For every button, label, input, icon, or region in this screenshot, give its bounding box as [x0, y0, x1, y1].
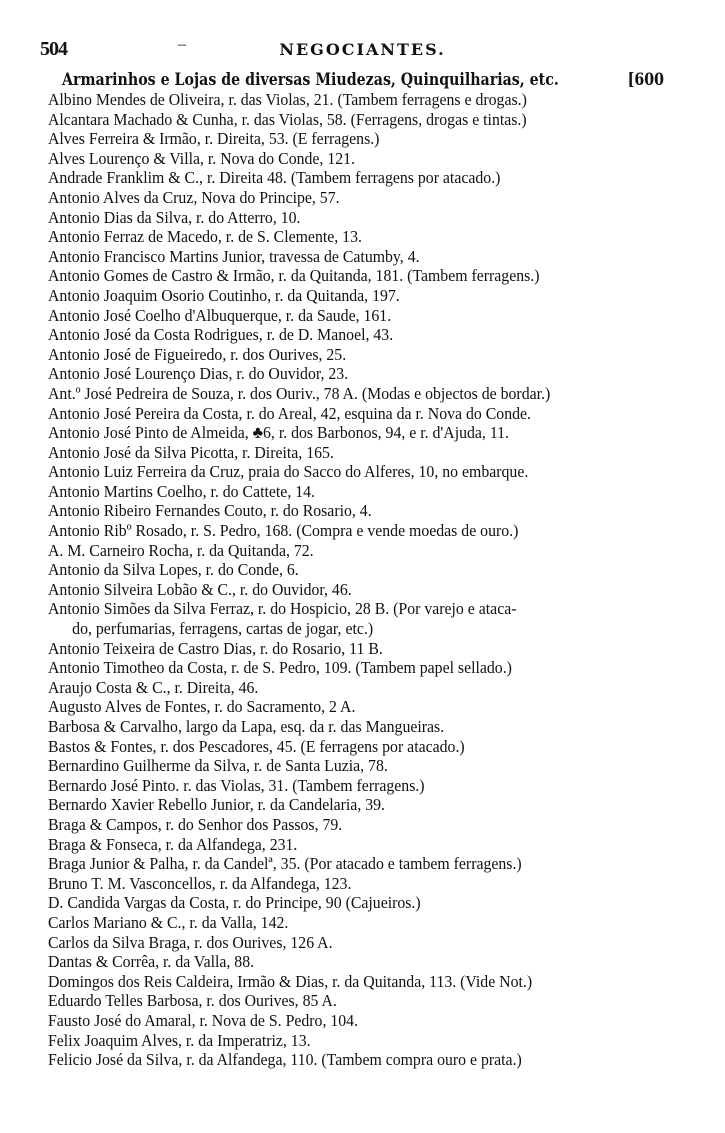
list-item: Bernardo José Pinto. r. das Violas, 31. (Tambem ferragens.) — [48, 775, 425, 795]
list-item: Ant.º José Pedreira de Souza, r. dos Ouriv., 78 A. (Modas e objectos de bordar.) — [48, 383, 551, 403]
list-item: Araujo Costa & C., r. Direita, 46. — [48, 677, 259, 697]
page-number: 504 — [40, 38, 67, 60]
list-item: Antonio José Pinto de Almeida, ♣6, r. dos Barbonos, 94, e r. d'Ajuda, 11. — [48, 423, 510, 443]
section-ref: [600 — [627, 70, 664, 89]
list-item: Antonio José da Silva Picotta, r. Direita, 165. — [48, 442, 334, 462]
list-item: Fausto José do Amaral, r. Nova de S. Pedro, 104. — [48, 1010, 359, 1030]
list-item: Braga & Fonseca, r. da Alfandega, 231. — [48, 834, 298, 854]
entry-list — [48, 90, 688, 1070]
list-item: do, perfumarias, ferragens, cartas de jogar, etc.) — [72, 619, 374, 639]
list-item: Braga Junior & Palha, r. da Candelª, 35. (Por atacado e tambem ferragens.) — [48, 854, 522, 874]
list-item: Carlos Mariano & C., r. da Valla, 142. — [48, 912, 289, 932]
list-item: Bruno T. M. Vasconcellos, r. da Alfandega, 123. — [48, 873, 352, 893]
list-item: Antonio Francisco Martins Junior, travessa de Catumby, 4. — [48, 246, 420, 266]
header-dash: – — [178, 36, 186, 53]
list-item: Bernardo Xavier Rebello Junior, r. da Candelaria, 39. — [48, 795, 385, 815]
list-item: Braga & Campos, r. do Senhor dos Passos, 79. — [48, 814, 343, 834]
list-item: Antonio Silveira Lobão & C., r. do Ouvidor, 46. — [48, 579, 352, 599]
list-item: Antonio Luiz Ferreira da Cruz, praia do Sacco do Alferes, 10, no embarque. — [48, 462, 529, 482]
list-item: Felix Joaquim Alves, r. da Imperatriz, 13. — [48, 1030, 311, 1050]
list-item: Carlos da Silva Braga, r. dos Ourives, 126 A. — [48, 932, 333, 952]
list-item: Antonio da Silva Lopes, r. do Conde, 6. — [48, 560, 299, 580]
list-item: Antonio José Pereira da Costa, r. do Areal, 42, esquina da r. Nova do Conde. — [48, 403, 532, 423]
section-heading — [62, 70, 664, 89]
list-item: D. Candida Vargas da Costa, r. do Principe, 90 (Cajueiros.) — [48, 893, 421, 913]
list-item: Antonio Ribº Rosado, r. S. Pedro, 168. (Compra e vende moedas de ouro.) — [48, 521, 519, 541]
list-item: Antonio José Coelho d'Albuquerque, r. da Saude, 161. — [48, 305, 392, 325]
list-item: Felicio José da Silva, r. da Alfandega, 110. (Tambem compra ouro e prata.) — [48, 1050, 522, 1070]
list-item: Dantas & Corrêa, r. da Valla, 88. — [48, 952, 255, 972]
list-item: Antonio Ferraz de Macedo, r. de S. Clemente, 13. — [48, 227, 362, 247]
list-item: Antonio José de Figueiredo, r. dos Ourives, 25. — [48, 344, 347, 364]
list-item: Antonio Teixeira de Castro Dias, r. do Rosario, 11 B. — [48, 638, 383, 658]
section-heading-text: Armarinhos e Lojas de diversas Miudezas, Quinquilharias, etc. — [62, 70, 559, 89]
list-item: Domingos dos Reis Caldeira, Irmão & Dias, r. da Quitanda, 113. (Vide Not.) — [48, 971, 533, 991]
list-item: A. M. Carneiro Rocha, r. da Quitanda, 72. — [48, 540, 314, 560]
list-item: Alcantara Machado & Cunha, r. das Violas, 58. (Ferragens, drogas e tintas.) — [48, 109, 527, 129]
list-item: Barbosa & Carvalho, largo da Lapa, esq. da r. das Mangueiras. — [48, 717, 445, 736]
list-item: Antonio Martins Coelho, r. do Cattete, 14. — [48, 481, 315, 501]
list-item: Antonio Ribeiro Fernandes Couto, r. do Rosario, 4. — [48, 501, 372, 521]
list-item: Alves Ferreira & Irmão, r. Direita, 53. (E ferragens.) — [48, 129, 380, 149]
list-item: Antonio José da Costa Rodrigues, r. de D. Manoel, 43. — [48, 325, 394, 345]
list-item: Eduardo Telles Barbosa, r. dos Ourives, 85 A. — [48, 991, 337, 1011]
list-item: Antonio Simões da Silva Ferraz, r. do Hospicio, 28 B. (Por varejo e ataca- — [48, 599, 517, 619]
list-item: Augusto Alves de Fontes, r. do Sacramento, 2 A. — [48, 697, 356, 717]
list-item: Bastos & Fontes, r. dos Pescadores, 45. (E ferragens por atacado.) — [48, 736, 465, 756]
page-title: NEGOCIANTES. — [279, 40, 446, 59]
list-item: Antonio Timotheo da Costa, r. de S. Pedro, 109. (Tambem papel sellado.) — [48, 658, 512, 678]
list-item: Bernardino Guilherme da Silva, r. de Santa Luzia, 78. — [48, 756, 388, 776]
list-item: Antonio Gomes de Castro & Irmão, r. da Quitanda, 181. (Tambem ferragens.) — [48, 266, 540, 286]
list-item: Antonio Dias da Silva, r. do Atterro, 10. — [48, 207, 301, 227]
list-item: Antonio José Lourenço Dias, r. do Ouvidor, 23. — [48, 364, 349, 384]
list-item: Antonio Joaquim Osorio Coutinho, r. da Quitanda, 197. — [48, 285, 400, 305]
list-item: Alves Lourenço & Villa, r. Nova do Conde, 121. — [48, 148, 356, 168]
list-item: Andrade Franklim & C., r. Direita 48. (Tambem ferragens por atacado.) — [48, 168, 501, 188]
list-item: Albino Mendes de Oliveira, r. das Violas, 21. (Tambem ferragens e drogas.) — [48, 90, 527, 109]
list-item: Antonio Alves da Cruz, Nova do Principe, 57. — [48, 187, 340, 207]
